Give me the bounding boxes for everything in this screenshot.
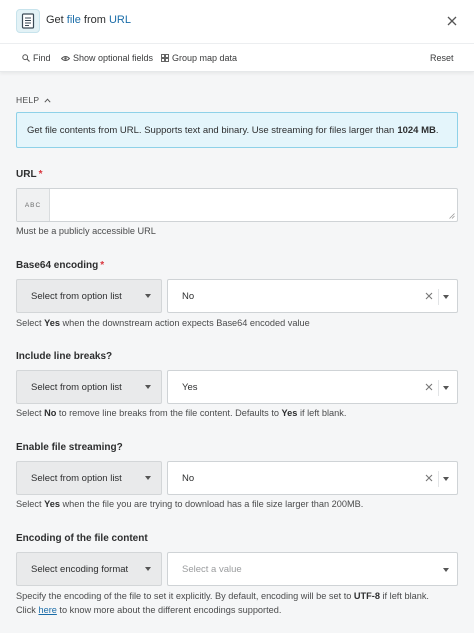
caret-down-icon	[443, 477, 449, 481]
eye-icon	[61, 55, 70, 62]
clear-icon[interactable]	[423, 290, 435, 302]
streaming-mode-dropdown[interactable]: Select from option list	[16, 461, 162, 495]
caret-down-icon	[145, 476, 151, 480]
base64-label: Base64 encoding *	[16, 260, 105, 271]
dialog-header	[0, 0, 474, 44]
clear-icon[interactable]	[423, 472, 435, 484]
reset-label: Reset	[430, 53, 454, 63]
group-map-data-button[interactable]	[161, 53, 237, 63]
group-icon	[161, 54, 169, 62]
url-input[interactable]	[16, 188, 458, 222]
base64-select[interactable]	[167, 279, 458, 313]
caret-down-icon	[443, 568, 449, 572]
caret-down-icon	[443, 386, 449, 390]
encodings-help-link[interactable]: here	[38, 605, 57, 615]
line-breaks-mode-dropdown[interactable]: Select from option list	[16, 370, 162, 404]
encoding-placeholder: Select a value	[182, 563, 242, 575]
encoding-mode-dropdown[interactable]: Select encoding format	[16, 552, 162, 586]
encoding-select[interactable]	[167, 552, 458, 586]
streaming-label: Enable file streaming?	[16, 442, 123, 453]
streaming-hint: Select Yes when the file you are trying to download has a file size larger than 200MB.	[16, 499, 364, 509]
line-breaks-hint: Select No to remove line breaks from the file content. Defaults to Yes if left blank.	[16, 408, 347, 418]
caret-down-icon	[443, 295, 449, 299]
search-icon	[22, 54, 30, 62]
document-icon	[16, 9, 40, 33]
group-map-label: Group map data	[172, 53, 238, 63]
text-type-tag: ABC	[17, 189, 50, 221]
caret-down-icon	[145, 385, 151, 389]
resize-handle-icon[interactable]	[449, 213, 455, 219]
base64-value: No	[182, 290, 195, 302]
line-breaks-label: Include line breaks?	[16, 351, 113, 362]
show-optional-fields-button[interactable]	[61, 53, 153, 63]
dialog-title: Get file from URL	[46, 14, 131, 26]
help-toggle[interactable]	[16, 95, 51, 105]
clear-icon[interactable]	[423, 381, 435, 393]
required-marker: *	[100, 260, 105, 271]
find-label: Find	[33, 53, 51, 63]
streaming-value: No	[182, 472, 195, 484]
encoding-label: Encoding of the file content	[16, 533, 148, 544]
help-box: Get file contents from URL. Supports text and binary. Use streaming for files larger than 1024 MB .	[16, 112, 458, 148]
streaming-select[interactable]	[167, 461, 458, 495]
url-label: URL *	[16, 169, 43, 180]
chevron-up-icon	[44, 98, 51, 103]
toolbar	[0, 44, 474, 72]
reset-button[interactable]	[430, 53, 454, 63]
url-hint: Must be a publicly accessible URL	[16, 226, 156, 236]
encoding-hint: Specify the encoding of the file to set it explicitly. By default, encoding will be set to UTF-8 if left blank. Click here to know more about the different encodings supported.	[16, 591, 429, 615]
help-text: Get file contents from URL. Supports text and binary. Use streaming for files larger than	[27, 124, 395, 136]
base64-hint: Select Yes when the downstream action expects Base64 encoded value	[16, 318, 310, 328]
help-toggle-label: HELP	[16, 95, 40, 105]
caret-down-icon	[145, 294, 151, 298]
line-breaks-select[interactable]	[167, 370, 458, 404]
close-icon[interactable]	[444, 13, 460, 29]
find-button[interactable]	[22, 53, 51, 63]
line-breaks-value: Yes	[182, 381, 198, 393]
help-size: 1024 MB	[397, 124, 436, 136]
caret-down-icon	[145, 567, 151, 571]
show-optional-label: Show optional fields	[73, 53, 154, 63]
required-marker: *	[38, 169, 43, 180]
base64-mode-dropdown[interactable]: Select from option list	[16, 279, 162, 313]
